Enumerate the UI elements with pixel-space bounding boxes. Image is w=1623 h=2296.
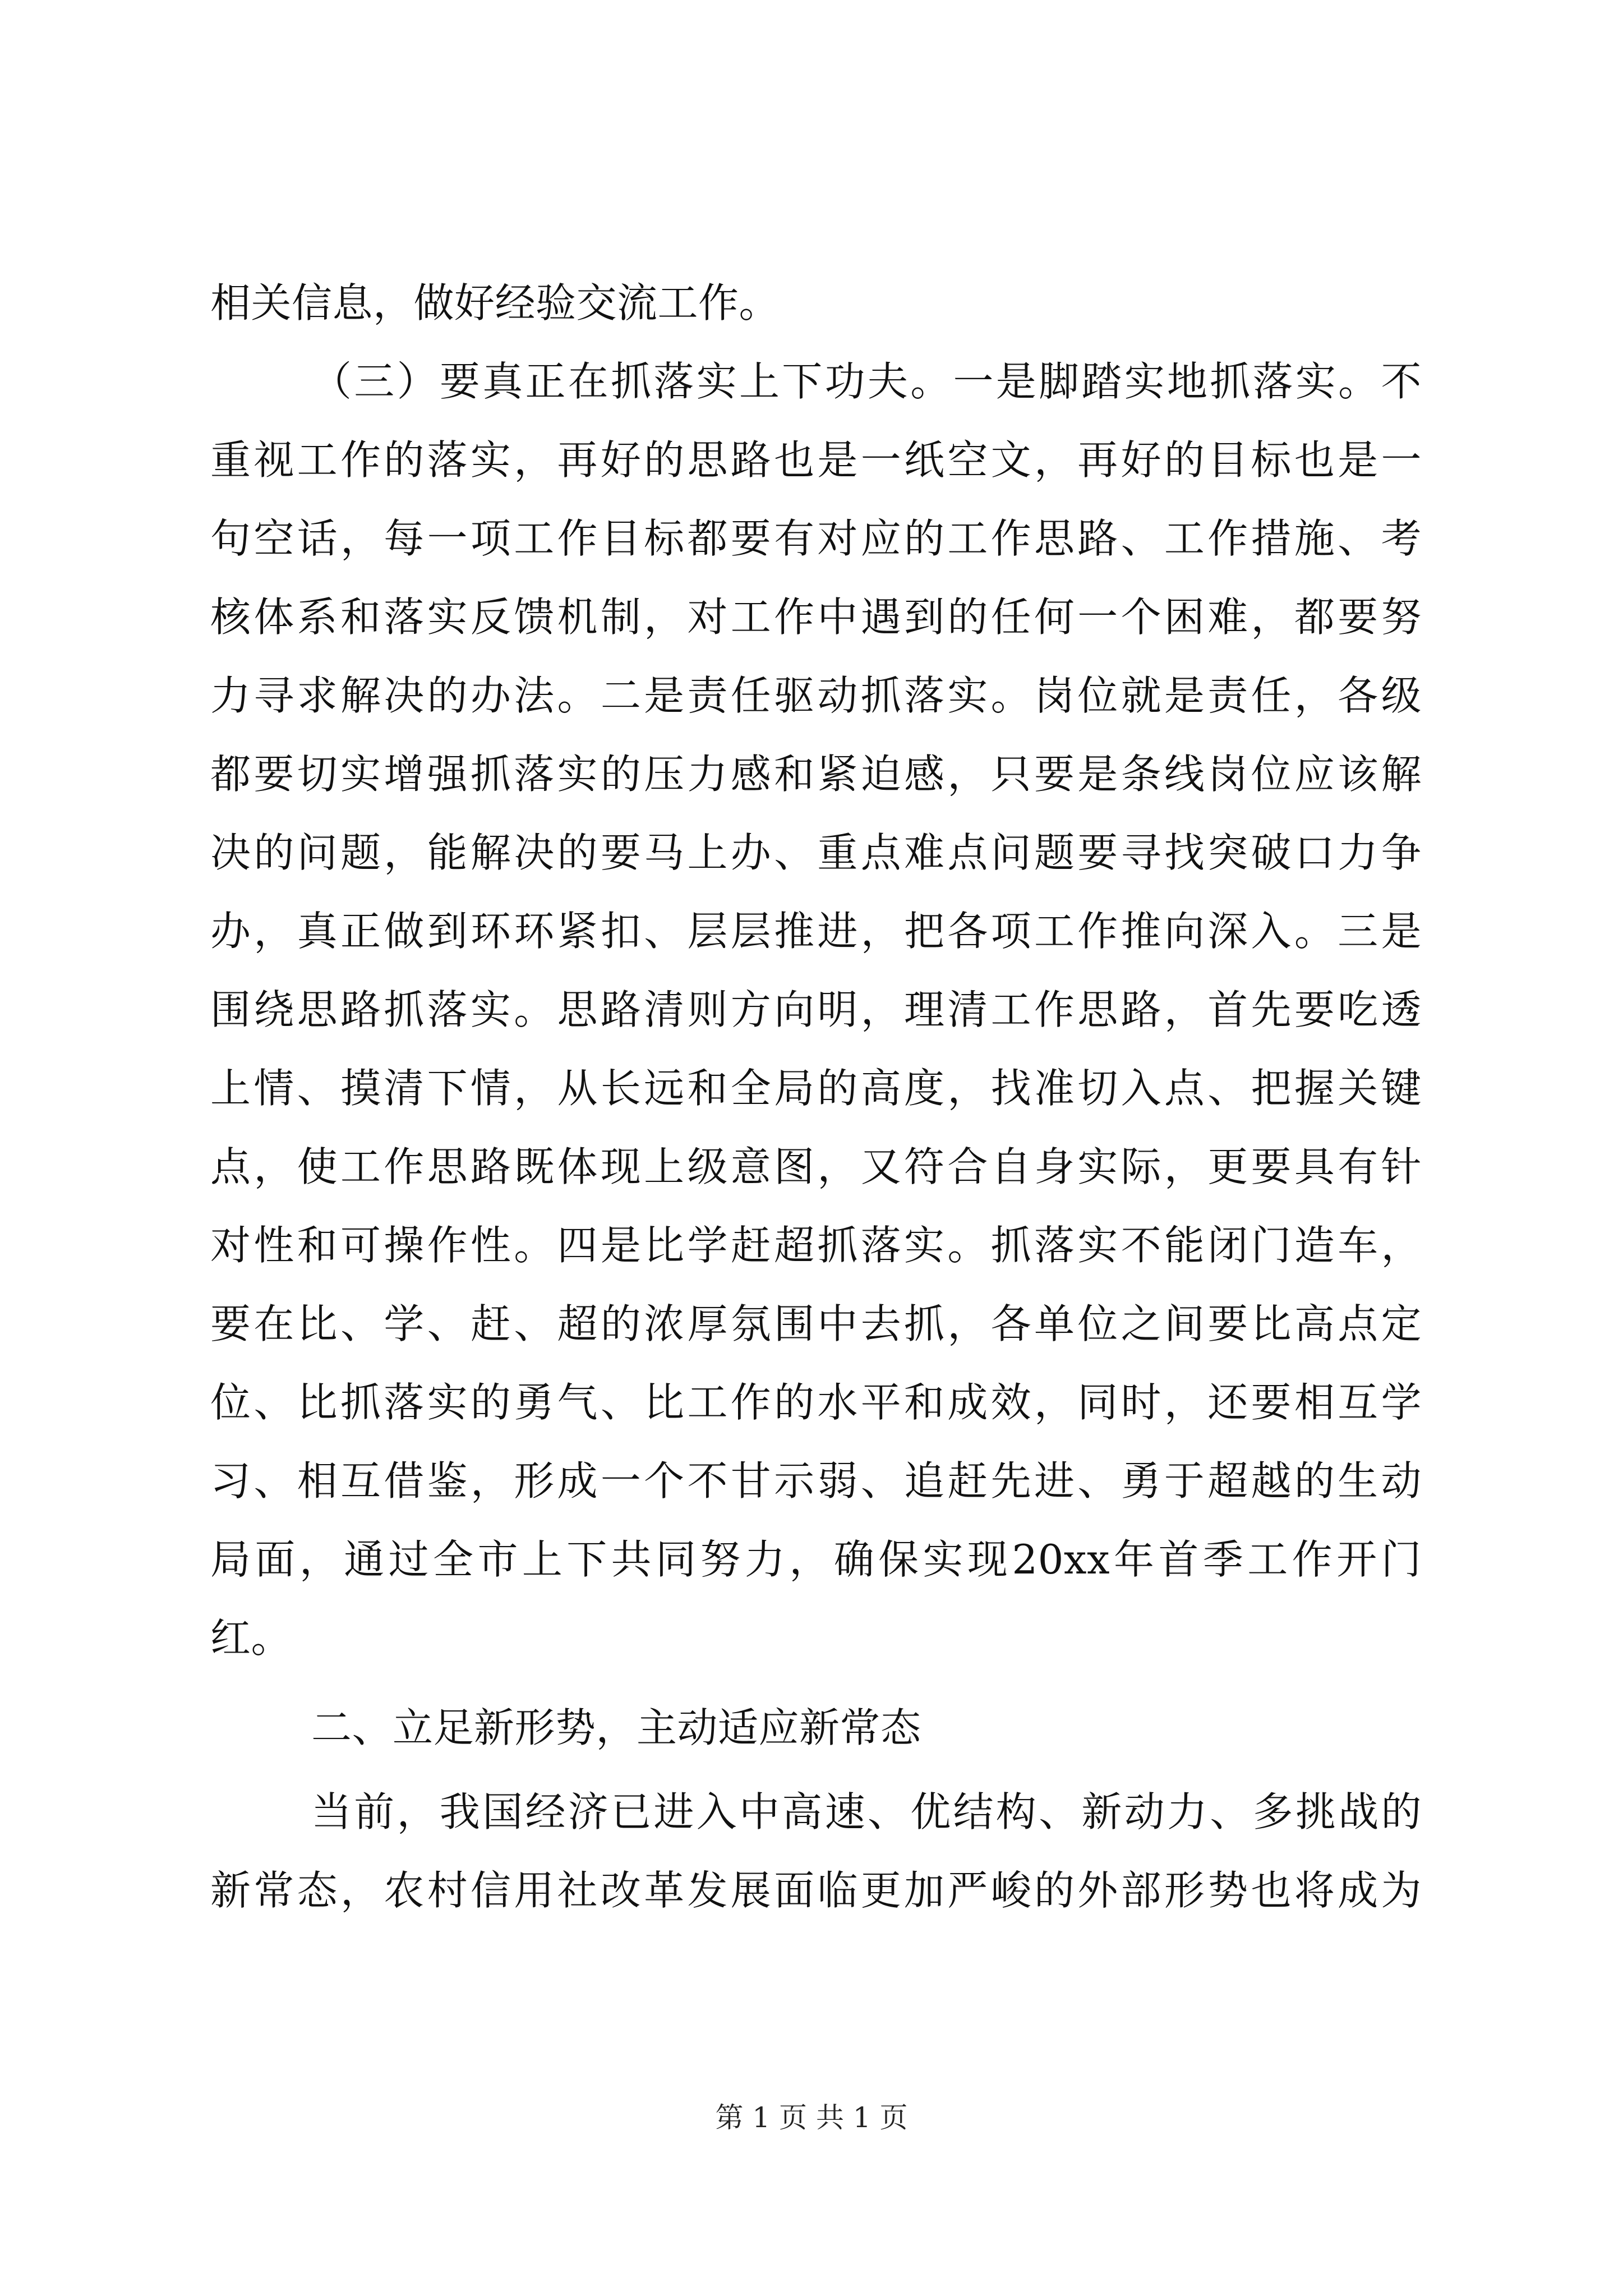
paragraph-line: 点，使工作思路既体现上级意图，又符合自身实际，更要具有针 [210,1143,1422,1190]
section-heading: 二、立足新形势，主动适应新常态 [311,1704,921,1751]
paragraph-line: 要在比、学、赶、超的浓厚氛围中去抓，各单位之间要比高点定 [210,1300,1422,1347]
paragraph-line: 红。 [210,1614,292,1662]
paragraph-line: 句空话，每一项工作目标都要有对应的工作思路、工作措施、考 [210,515,1422,562]
document-body [210,264,1422,1930]
paragraph-line: （三）要真正在抓落实上下功夫。一是脚踏实地抓落实。不 [311,358,1422,405]
paragraph-line: 力寻求解决的办法。二是责任驱动抓落实。岗位就是责任，各级 [210,672,1422,719]
page-footer [0,2098,1623,2137]
paragraph-line: 当前，我国经济已进入中高速、优结构、新动力、多挑战的 [311,1788,1422,1835]
paragraph-line: 办，真正做到环环紧扣、层层推进，把各项工作推向深入。三是 [210,908,1422,955]
paragraph-line: 相关信息，做好经验交流工作。 [210,279,780,326]
paragraph-line: 核体系和落实反馈机制，对工作中遇到的任何一个困难，都要努 [210,593,1422,641]
paragraph-line: 决的问题，能解决的要马上办、重点难点问题要寻找突破口力争 [210,829,1422,876]
paragraph-line: 位、比抓落实的勇气、比工作的水平和成效，同时，还要相互学 [210,1379,1422,1426]
paragraph-line: 局面，通过全市上下共同努力，确保实现20xx年首季工作开门 [210,1536,1422,1583]
paragraph-line: 上情、摸清下情，从长远和全局的高度，找准切入点、把握关键 [210,1065,1422,1112]
paragraph-line: 围绕思路抓落实。思路清则方向明，理清工作思路，首先要吃透 [210,986,1422,1033]
paragraph-line: 对性和可操作性。四是比学赶超抓落实。抓落实不能闭门造车， [210,1222,1422,1269]
paragraph-line: 新常态，农村信用社改革发展面临更加严峻的外部形势也将成为 [210,1867,1422,1914]
page-number-label: 第 1 页 共 1 页 [715,2101,908,2134]
paragraph-line: 习、相互借鉴，形成一个不甘示弱、追赶先进、勇于超越的生动 [210,1457,1422,1504]
paragraph-line: 都要切实增强抓落实的压力感和紧迫感，只要是条线岗位应该解 [210,751,1422,798]
paragraph-line: 重视工作的落实，再好的思路也是一纸空文，再好的目标也是一 [210,436,1422,484]
